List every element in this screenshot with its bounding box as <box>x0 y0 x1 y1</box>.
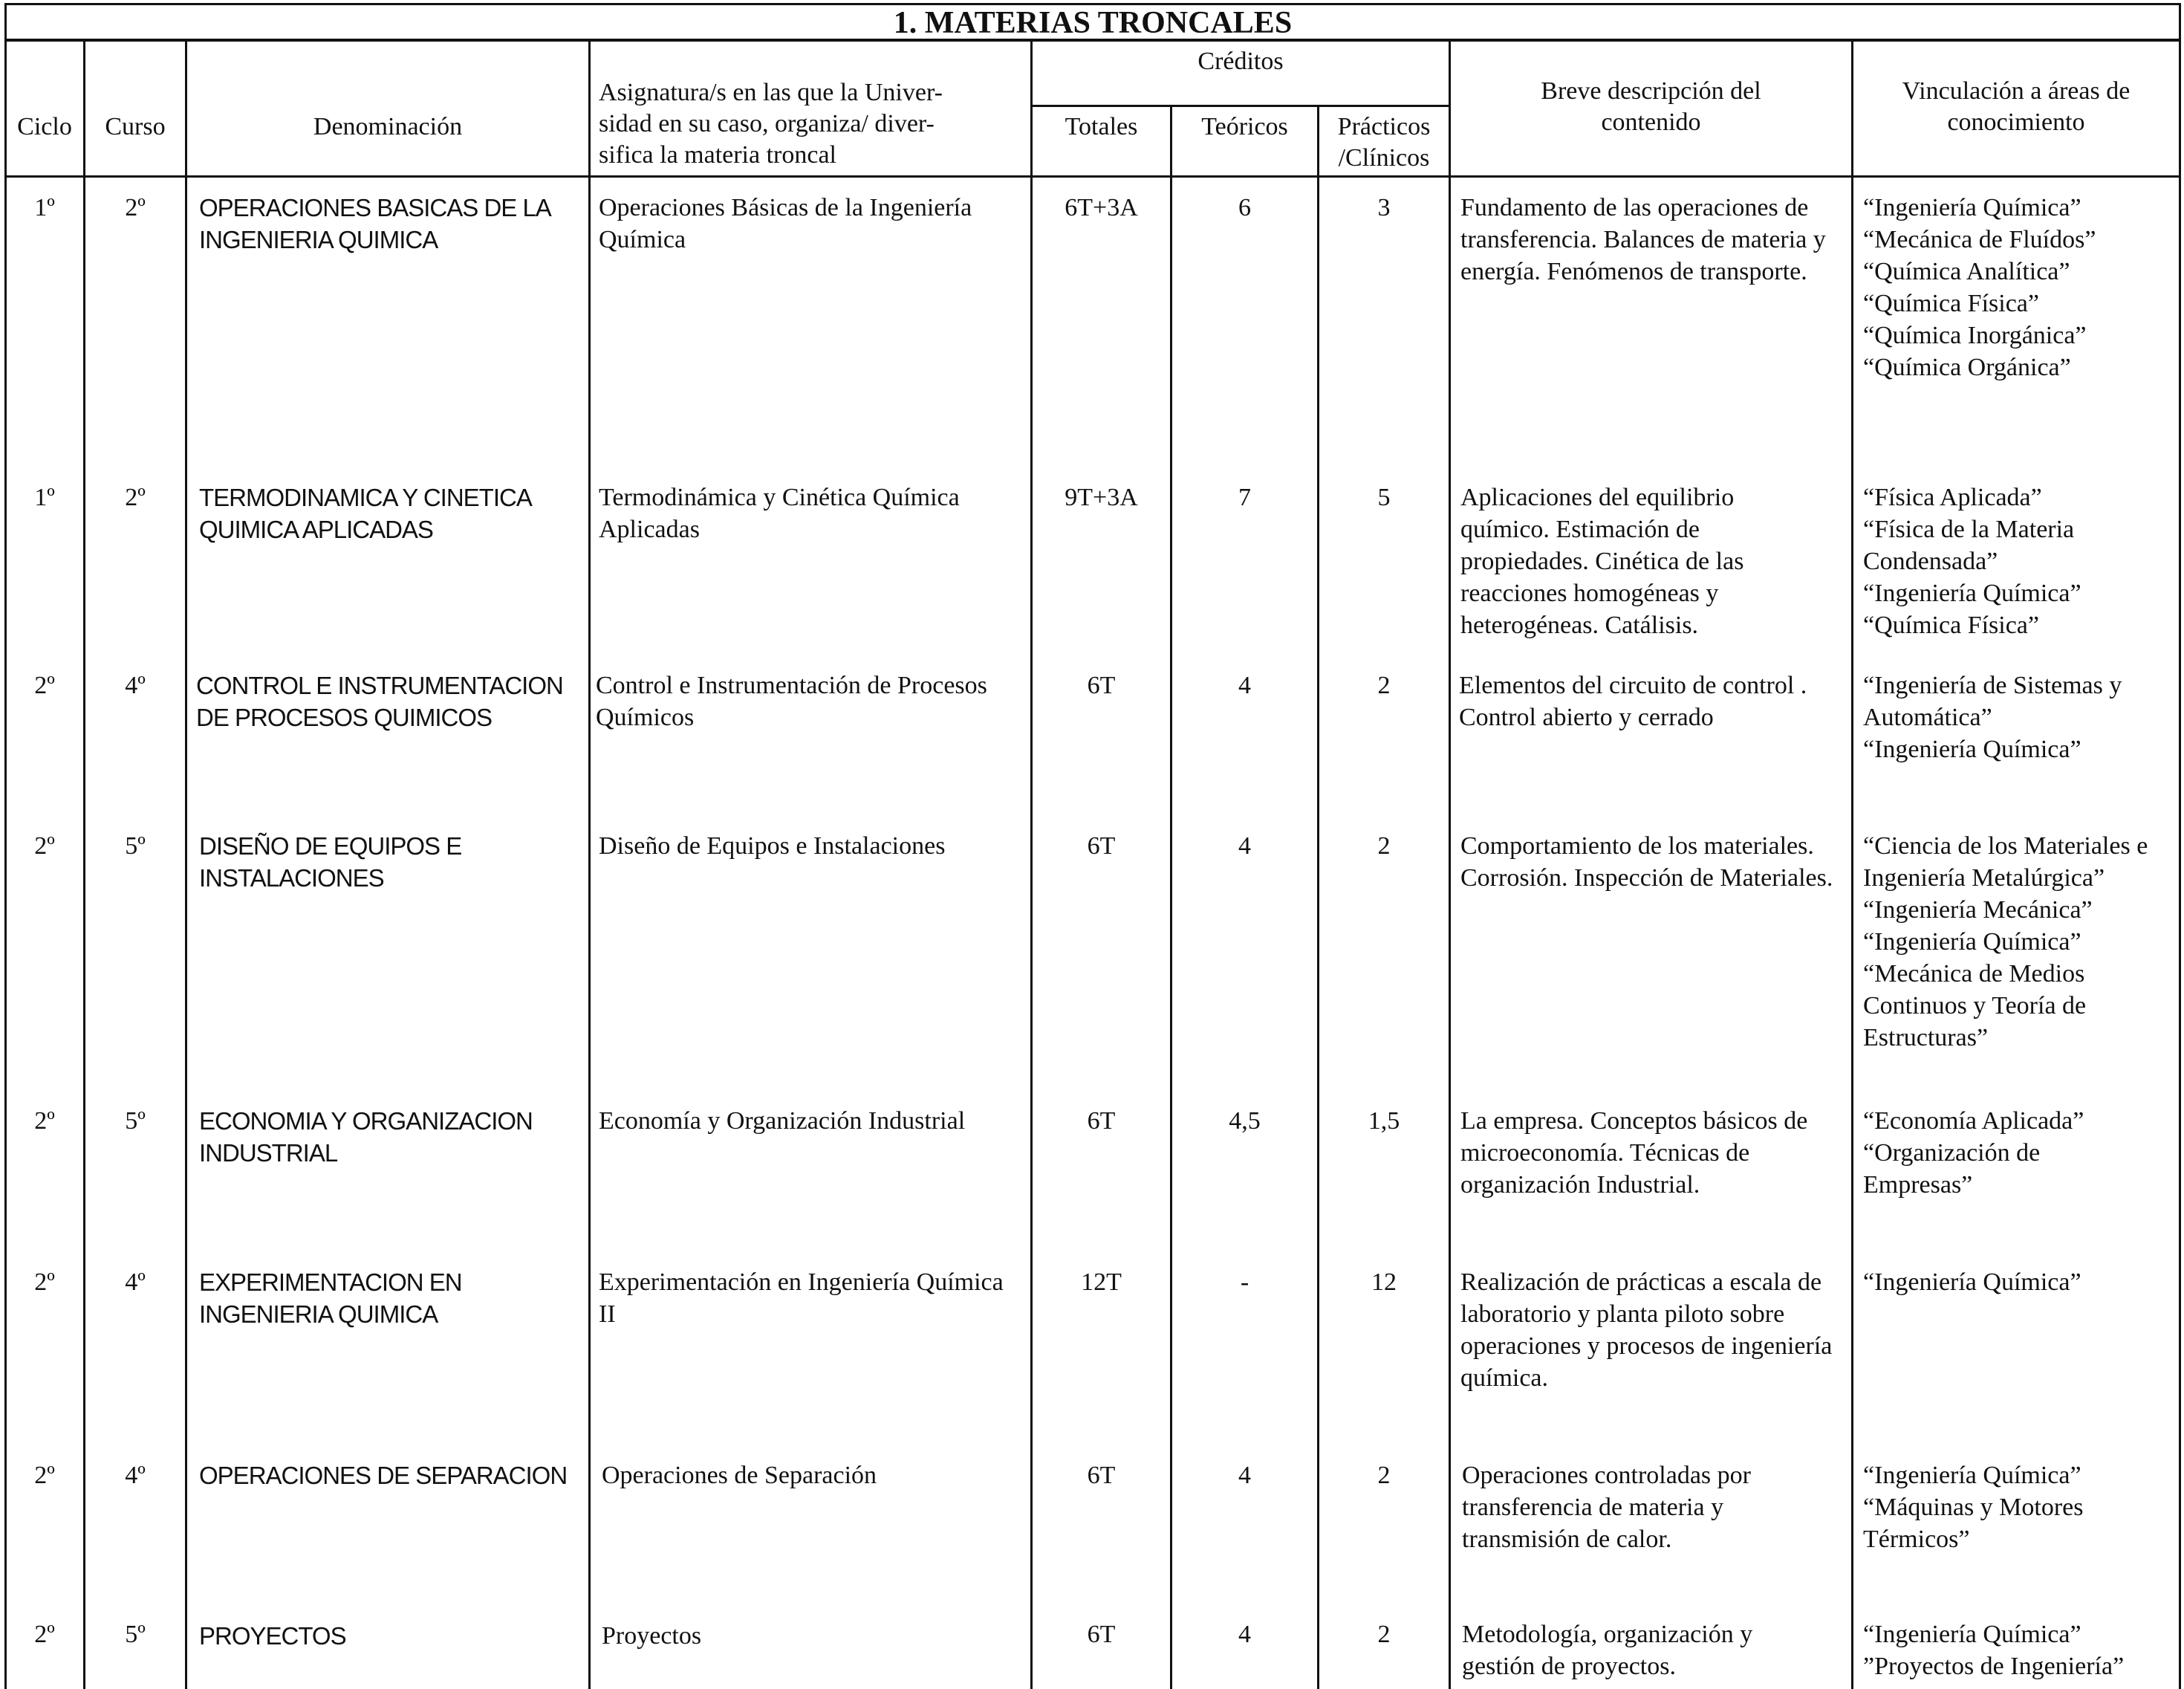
row-8-areas: “Ingeniería Química” ”Proyectos de Ingeniería” <box>1863 1621 2125 1680</box>
row-5-asignatura: Economía y Organización Industrial <box>599 1107 966 1135</box>
row-4-denominacion: DISEÑO DE EQUIPOS E INSTALACIONES <box>199 832 462 892</box>
row-8-ciclo: 2º <box>34 1621 55 1648</box>
header-totales: Totales <box>1065 113 1138 140</box>
row-1-denominacion: OPERACIONES BASICAS DE LA INGENIERIA QUIMICA <box>199 194 550 253</box>
row-6-practicos: 12 <box>1371 1268 1397 1296</box>
row-1-teoricos: 6 <box>1238 194 1251 221</box>
row-3-denominacion: CONTROL E INSTRUMENTACION DE PROCESOS QUIMICOS <box>196 672 563 731</box>
row-5-areas: “Economía Aplicada” “Organización de Empresas” <box>1863 1107 2084 1199</box>
row-7-asignatura: Operaciones de Separación <box>602 1462 877 1489</box>
row-7-ciclo: 2º <box>34 1462 55 1489</box>
row-2-descripcion: Aplicaciones del equilibrio químico. Estimación de propiedades. Cinética de las reacciones homogéneas y heterogéneas. Catálisis. <box>1460 484 1744 639</box>
row-8-teoricos: 4 <box>1238 1621 1251 1648</box>
grid-line <box>1449 40 1451 1689</box>
row-7-descripcion: Operaciones controladas por transferencia de materia y transmisión de calor. <box>1462 1462 1751 1553</box>
row-1-practicos: 3 <box>1377 194 1391 221</box>
grid-line <box>83 40 85 1689</box>
row-4-totales: 6T <box>1087 832 1116 860</box>
header-asignatura: Asignatura/s en las que la Univer- sidad en su caso, organiza/ diver- sifica la materia troncal <box>599 79 943 169</box>
row-3-areas: “Ingeniería de Sistemas y Automática” “Ingeniería Química” <box>1863 672 2122 763</box>
row-4-practicos: 2 <box>1377 832 1391 860</box>
grid-line <box>1170 106 1172 1689</box>
row-1-asignatura: Operaciones Básicas de la Ingeniería Química <box>599 194 972 253</box>
row-3-practicos: 2 <box>1377 672 1391 699</box>
row-7-curso: 4º <box>125 1462 146 1489</box>
row-1-curso: 2º <box>125 194 146 221</box>
row-2-practicos: 5 <box>1377 484 1391 511</box>
row-6-denominacion: EXPERIMENTACION EN INGENIERIA QUIMICA <box>199 1268 462 1328</box>
row-1-descripcion: Fundamento de las operaciones de transferencia. Balances de materia y energía. Fenómenos de transporte. <box>1460 194 1826 285</box>
row-3-descripcion: Elementos del circuito de control . Control abierto y cerrado <box>1459 672 1807 731</box>
row-7-areas: “Ingeniería Química” “Máquinas y Motores Térmicos” <box>1863 1462 2084 1553</box>
grid-line <box>185 40 187 1689</box>
row-3-ciclo: 2º <box>34 672 55 699</box>
grid-line <box>4 40 7 1689</box>
row-5-denominacion: ECONOMIA Y ORGANIZACION INDUSTRIAL <box>199 1107 533 1167</box>
row-3-teoricos: 4 <box>1238 672 1251 699</box>
row-6-areas: “Ingeniería Química” <box>1863 1268 2081 1296</box>
grid-line <box>4 175 2181 178</box>
grid-line <box>2179 40 2181 1689</box>
header-denominacion: Denominación <box>313 113 463 140</box>
row-5-curso: 5º <box>125 1107 146 1135</box>
row-2-teoricos: 7 <box>1238 484 1251 511</box>
row-5-totales: 6T <box>1087 1107 1116 1135</box>
row-7-denominacion: OPERACIONES DE SEPARACION <box>199 1462 568 1489</box>
row-4-areas: “Ciencia de los Materiales e Ingeniería Metalúrgica” “Ingeniería Mecánica” “Ingeniería Química” “Mecánica de Medios Continuos y Teoría de Estructuras” <box>1863 832 2148 1051</box>
row-2-curso: 2º <box>125 484 146 511</box>
row-8-totales: 6T <box>1087 1621 1116 1648</box>
row-1-areas: “Ingeniería Química” “Mecánica de Fluídos” “Química Analítica” “Química Física” “Química Inorgánica” “Química Orgánica” <box>1863 194 2096 381</box>
row-7-teoricos: 4 <box>1238 1462 1251 1489</box>
row-8-practicos: 2 <box>1377 1621 1391 1648</box>
header-curso: Curso <box>105 113 166 140</box>
grid-line <box>1030 105 1451 107</box>
row-4-asignatura: Diseño de Equipos e Instalaciones <box>599 832 946 860</box>
row-1-totales: 6T+3A <box>1065 194 1138 221</box>
row-4-curso: 5º <box>125 832 146 860</box>
row-5-ciclo: 2º <box>34 1107 55 1135</box>
grid-line <box>1317 106 1319 1689</box>
row-8-asignatura: Proyectos <box>602 1622 702 1650</box>
row-2-areas: “Física Aplicada” “Física de la Materia Condensada” “Ingeniería Química” “Química Física” <box>1863 484 2081 639</box>
table-title: 1. MATERIAS TRONCALES <box>4 3 2181 42</box>
row-5-teoricos: 4,5 <box>1229 1107 1261 1135</box>
row-4-descripcion: Comportamiento de los materiales. Corrosión. Inspección de Materiales. <box>1460 832 1833 892</box>
row-5-descripcion: La empresa. Conceptos básicos de microeconomía. Técnicas de organización Industrial. <box>1460 1107 1808 1199</box>
row-4-ciclo: 2º <box>34 832 55 860</box>
header-creditos: Créditos <box>1197 48 1284 75</box>
header-vinculacion: Vinculación a áreas de conocimiento <box>1902 77 2131 136</box>
row-6-curso: 4º <box>125 1268 146 1296</box>
row-7-totales: 6T <box>1087 1462 1116 1489</box>
grid-line <box>1851 40 1853 1689</box>
row-6-descripcion: Realización de prácticas a escala de laboratorio y planta piloto sobre operaciones y procesos de ingeniería química. <box>1460 1268 1833 1392</box>
row-3-totales: 6T <box>1087 672 1116 699</box>
row-3-asignatura: Control e Instrumentación de Procesos Químicos <box>596 672 987 731</box>
header-teoricos: Teóricos <box>1201 113 1288 140</box>
header-descripcion: Breve descripción del contenido <box>1541 77 1761 136</box>
row-3-curso: 4º <box>125 672 146 699</box>
grid-line <box>588 40 591 1689</box>
row-8-descripcion: Metodología, organización y gestión de proyectos. <box>1462 1621 1753 1680</box>
row-2-totales: 9T+3A <box>1065 484 1138 511</box>
header-practicos: Prácticos /Clínicos <box>1337 113 1431 172</box>
row-8-denominacion: PROYECTOS <box>199 1622 346 1650</box>
row-2-asignatura: Termodinámica y Cinética Química Aplicadas <box>599 484 960 543</box>
row-2-denominacion: TERMODINAMICA Y CINETICA QUIMICA APLICADAS <box>199 484 531 543</box>
row-8-curso: 5º <box>125 1621 146 1648</box>
row-6-asignatura: Experimentación en Ingeniería Química II <box>599 1268 1004 1328</box>
row-7-practicos: 2 <box>1377 1462 1391 1489</box>
header-ciclo: Ciclo <box>17 113 72 140</box>
row-6-teoricos: - <box>1240 1268 1249 1296</box>
grid-line <box>1030 40 1033 1689</box>
row-6-ciclo: 2º <box>34 1268 55 1296</box>
row-6-totales: 12T <box>1081 1268 1122 1296</box>
row-2-ciclo: 1º <box>34 484 55 511</box>
row-4-teoricos: 4 <box>1238 832 1251 860</box>
row-1-ciclo: 1º <box>34 194 55 221</box>
row-5-practicos: 1,5 <box>1368 1107 1400 1135</box>
